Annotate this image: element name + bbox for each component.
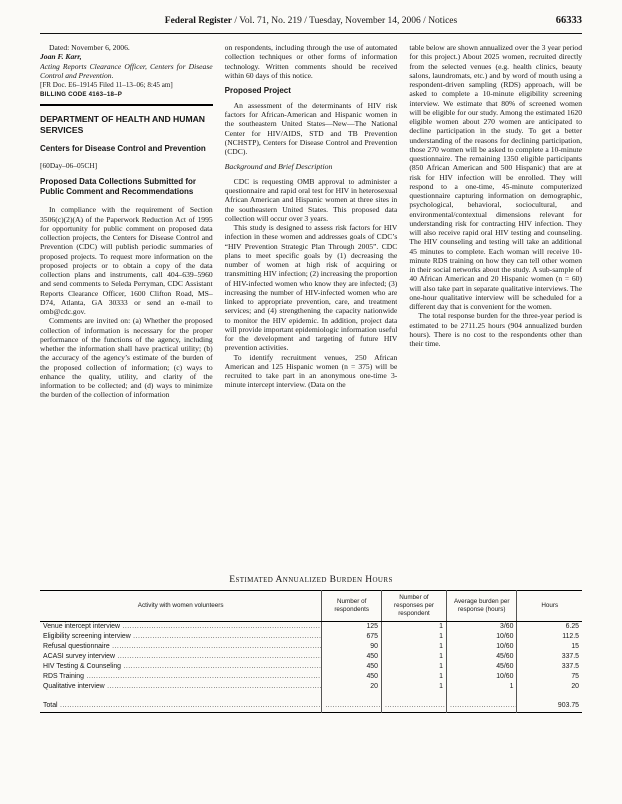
cell-activity: ACASI survey interview ..... [40,652,322,662]
cell-avg-burden: 10/60 [446,632,516,642]
cell-respondents: 450 [322,652,382,662]
column-right [409,43,582,565]
cell-hours: 337.5 [517,662,582,672]
paragraph-assessment: An assessment of the determinants of HIV risk factors for African-American and Hispanic women in the southeastern United States—New—The National Center for HIV/AIDS, STD and TB Prevention (NCHSTP), Centers for Disease Control and Prevention (CDC). [224,100,398,156]
cell-respondents: 450 [322,672,382,682]
cell-activity: Venue intercept interview ..... [40,621,322,632]
paragraph-compliance: In compliance with the requirement of Section 3506(c)(2)(A) of the Paperwork Reduction Act of 1995 for opportunity for public comment on proposed data collection projects, the Centers for Disease Control and Prevention (CDC) will publish periodic summaries of proposed projects. To request more information on the proposed projects or to obtain a copy of the data collection plans and instruments, call 404–639–5960 and send comments to Seleda Perryman, CDC Assistant Reports Clearance Officer, 1600 Clifton Road, MS–D74, Atlanta, GA 30333 or send an e-mail to omb@cdc.gov. [40,205,213,317]
cell-responses: 1 [381,662,446,672]
table-row [40,662,582,672]
cell-activity: Refusal questionnaire ..... [40,642,322,652]
cell-hours: 6.25 [517,621,582,632]
table-row [40,621,582,632]
burden-table [40,590,582,713]
cell-hours: 337.5 [517,652,582,662]
cell-activity: HIV Testing & Counseling ..... [40,662,322,672]
cell-total-avg-burden [446,701,516,713]
cell-responses: 1 [381,642,446,652]
col-header-avg-burden: Average burden per response (hours) [446,591,516,622]
col-header-responses: Number of responses per respondent [381,591,446,622]
cell-hours: 20 [517,682,582,692]
paragraph-recruitment: To identify recruitment venues, 250 African American and 125 Hispanic women (n = 375) will be recruited to take part in an anonymous one-time 3-minute intercept interview. (Data on the [224,352,398,390]
col-header-activity: Activity with women volunteers [40,591,322,622]
cell-responses: 1 [381,652,446,662]
issue-info: / Vol. 71, No. 219 / Tuesday, November 14, 2006 / Notices [232,16,458,26]
table-total-row [40,701,582,713]
dot-leader [121,663,322,670]
table-row [40,672,582,682]
cell-respondents: 450 [322,662,382,672]
cell-respondents: 675 [322,632,382,642]
table-row [40,652,582,662]
paragraph-comments-invited: Comments are invited on: (a) Whether the proposed collection of information is necessary for the proper performance of the functions of the agency, including whether the information shall have practical utility; (b) the accuracy of the agency’s estimate of the burden of the proposed collection of information; (c) ways to enhance the quality, utility, and clarity of the information to be collected; and (d) ways to minimize the burden of the collection of information [40,316,213,400]
page-number: 66333 [555,15,582,26]
table-header-row [40,591,582,622]
cell-hours: 15 [517,642,582,652]
col-header-hours: Hours [517,591,582,622]
paragraph-total-burden: The total response burden for the three-year period is estimated to be 2711.25 hours (904 annualized burden hours). There is no cost to the respondents other than their time. [409,311,582,348]
burden-table-title: Estimated Annualized Burden Hours [229,575,393,585]
cell-respondents: 125 [322,621,382,632]
cell-activity: RDS Training ..... [40,672,322,682]
col-header-respondents: Number of respondents [322,591,382,622]
table-row [40,682,582,692]
dot-leader [120,623,322,630]
background-heading: Background and Brief Description [224,162,333,172]
cell-respondents: 90 [322,642,382,652]
cell-activity: Eligibility screening interview ..... [40,632,322,642]
running-header [40,16,582,29]
paragraph-continuation: on respondents, including through the use of automated collection techniques or other forms of information technology. Written comments should be received within 60 days of this notice. [224,43,398,80]
notice-title: Proposed Data Collections Submitted for Public Comment and Recommendations [40,176,197,197]
cell-avg-burden: 10/60 [446,672,516,682]
dot-leader [110,643,322,650]
cell-activity: Qualitative interview ..... [40,682,322,692]
dot-leader [58,702,322,709]
cell-hours: 75 [517,672,582,682]
signature-title: Acting Reports Clearance Officer, Centers for Disease Control and Prevention. [40,61,213,80]
cell-avg-burden: 3/60 [446,621,516,632]
table-row [40,642,582,652]
cell-avg-burden: 1 [446,682,516,692]
signature-name: Joan F. Karr, [40,52,82,62]
journal-name: Federal Register [164,16,233,26]
cell-total-responses [381,701,446,713]
proposed-project-heading: Proposed Project [224,86,291,95]
cell-respondents: 20 [322,682,382,692]
paragraph-table-details: table below are shown annualized over the 3 year period for this project.) About 2025 women, recruited directly from the selected venues (e.g. health clinics, beauty salons, laundromats, etc.) and by word of mouth using a respondent-driven sampling (RDS) approach, will be asked to complete a 10-minute eligibility screening interview. We estimate that 80% of screened women will be eligible for our study. Among the estimated 1620 eligible women about 270 women are anticipated to decline participation in the study. To get a better understanding of the reasons for declining participation, those 270 women will be asked to complete a 10-minute questionnaire. The remaining 1350 eligible participants (850 African American and 500 Hispanic) that are at risk for HIV infection will be enrolled. They will respond to a one-time, 45-minute computerized questionnaire capturing information on demographic, psychological, behavioral, sociocultural, and environmental/contextual dimensions relevant for understanding risk for contracting HIV infection. They will also receive rapid oral HIV testing and counseling. The HIV counseling and testing will take an additional 45 minutes to complete. Each woman will receive 10-minute RDS training on how they can tell other women in their social networks about the study. A sub-sample of 40 African American and 20 Hispanic women (n = 60) will also take part in separate qualitative interviews. The one-hour qualitative interview will be scheduled for a different day that is convenient for the women. [409,43,582,311]
section-divider [40,104,213,106]
column-left [40,43,213,565]
cell-avg-burden: 10/60 [446,642,516,652]
docket-number: [60Day–06–05CH] [40,160,98,170]
dot-leader [105,683,322,690]
cell-total-hours: 903.75 [517,701,582,713]
cell-responses: 1 [381,621,446,632]
paragraph-cdc-request: CDC is requesting OMB approval to administer a questionnaire and rapid oral test for HIV in heterosexual African American and Hispanic women at three sites in the southeastern United States. This proposed data collection will occur over 3 years. [224,176,398,223]
dot-leader [84,673,322,680]
billing-code: BILLING CODE 4163–18–P [40,90,123,98]
table-spacer-row [40,692,582,701]
table-row [40,632,582,642]
cell-responses: 1 [381,672,446,682]
cell-responses: 1 [381,682,446,692]
cell-avg-burden: 45/60 [446,652,516,662]
cell-responses: 1 [381,632,446,642]
column-middle [225,43,398,565]
fr-doc-line: [FR Doc. E6–19145 Filed 11–13–06; 8:45 am] [40,81,173,89]
header-rule [40,33,582,34]
cell-total-respondents [322,701,382,713]
agency-heading: Centers for Disease Control and Prevention [40,143,206,153]
cell-avg-burden: 45/60 [446,662,516,672]
cell-hours: 112.5 [517,632,582,642]
header-title [40,16,582,26]
department-heading: DEPARTMENT OF HEALTH AND HUMAN SERVICES [40,114,206,135]
dated-line: Dated: November 6, 2006. [49,43,130,52]
cell-total-label: Total ..... [40,701,322,713]
dot-leader [131,633,322,640]
paragraph-study-design: This study is designed to assess risk factors for HIV infection in these women and addresses goals of CDC’s “HIV Prevention Strategic Plan Through 2005”. CDC plans to meet specific goals by (1) decreasing the number of women at high risk of acquiring or transmitting HIV infection; (2) increasing the proportion of HIV-infected women who know they are infected; (3) increasing the number of HIV-infected women who are linked to appropriate prevention, care, and treatment services; and (4) strengthening the capacity nationwide to monitor the HIV epidemic. In addition, project data will provide important epidemiologic information useful for the development and targeting of future HIV prevention activities. [224,223,398,353]
dot-leader [115,653,322,660]
text-columns [40,43,582,565]
